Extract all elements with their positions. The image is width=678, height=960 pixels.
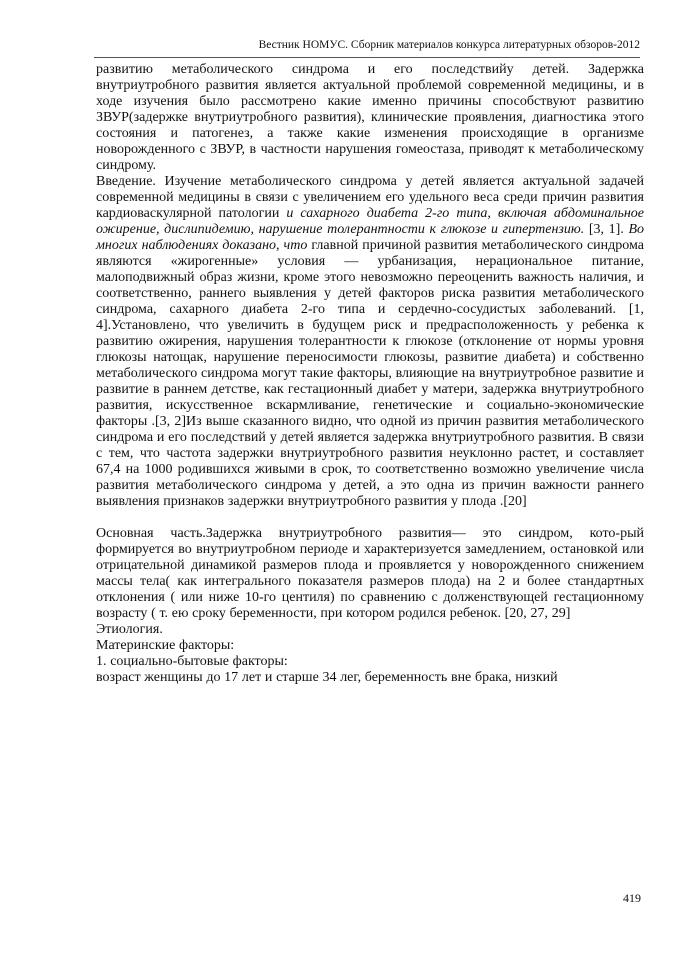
page-number: 419 <box>623 891 641 905</box>
paragraph-social-factors: возраст женщины до 17 лет и старше 34 лег, беременность вне брака, низкий <box>96 670 558 685</box>
heading-social-factors: 1. социально-бытовые факторы: <box>96 654 288 669</box>
heading-maternal-factors: Материнские факторы: <box>96 638 235 653</box>
paragraph-main-part: Основная часть.Задержка внутриутробного развития— это синдром, кото-рый формируется во внутриутробном периоде и характеризуется замедлением, остановкой или отрицательной динамикой размеров плода и проявляется у новорожденного снижением массы тела( как интегрального показателя размеров плода) на 2 и более стандартных отклонения ( или ниже 10-го центиля) по сравнению с долженствующей гестационному возрасту ( т. ею сроку беременности, при котором родился ребенок. [20, 27, 29] <box>96 526 644 621</box>
intro-italic-d: Во многих наблюдениях доказано, что <box>96 222 644 253</box>
paragraph-intro: развитию метаболического синдрома и его последствийу детей. Задержка внутриутробного развития является актуальной проблемой современной медицины, и в ходе изучения было рассмотрено какие именно причины способствуют развитию ЗВУР(задержке внутриутробного развития), клинические проявления, диагностика этого состояния и патогенез, а также какие изменения происходящие в организме новорожденного с ЗВУР, в частности нарушения гомеостаза, приводят к метаболическому синдрому. <box>96 62 644 173</box>
intro-text-a: Введение. Изучение метаболического синдрома у детей является актуальной задачей современной медицины в связи с увеличением его удельного веса среди причин развития кардиоваскулярной патологии <box>96 174 644 221</box>
heading-etiology: Этиология. <box>96 622 163 637</box>
intro-italic-b: и сахарного диабета 2-го типа, включая абдоминальное ожирение, дислипидемию, нарушение толерантности к глюкозе и гипертензию. <box>96 206 644 237</box>
article-body <box>96 62 644 686</box>
header-rule <box>94 57 640 58</box>
paragraph-introduction <box>96 174 644 510</box>
intro-text-e: главной причиной развития метаболического синдрома являются «жирогенные» условия — урбанизация, нерациональное питание, малоподвижный образ жизни, кроме этого невозможно переоценить важность наличия, и соответственно, раннего выявления у детей факторов риска развития метаболического синдрома, сахарного диабета 2-го типа и сердечно-сосудистых заболеваний. [1, 4].Установлено, что увеличить в будущем риск и предрасположенность у ребенка к развитию ожирения, нарушения толерантности к глюкозе (отклонение от нормы уровня глюкозы натощак, нарушение переносимости глюкозы, развитие диабета) и собственно метаболического синдрома могут такие факторы, влияющие на внутриутробное развитие и развитие в раннем детстве, как гестационный диабет у матери, задержка внутриутробного развития, искусственное вскармливание, генетические и социально-экономические факторы .[3, 2]Из выше сказанного видно, что одной из причин развития метаболического синдрома и его последствий у детей является задержка внутриутробного развития. В связи с тем, что частота задержки внутриутробного развития неуклонно растет, и составляет 67,4 на 1000 родившихся живыми в срок, то соответственно возможно увеличение числа развития метаболического синдрома у детей, а это одна из причин важности раннего выявления признаков задержки внутриутробного развития у плода .[20] <box>96 238 644 509</box>
journal-header: Вестник НОМУС. Сборник материалов конкурса литературных обзоров-2012 <box>258 39 640 51</box>
intro-citation: [3, 1]. <box>584 222 629 237</box>
